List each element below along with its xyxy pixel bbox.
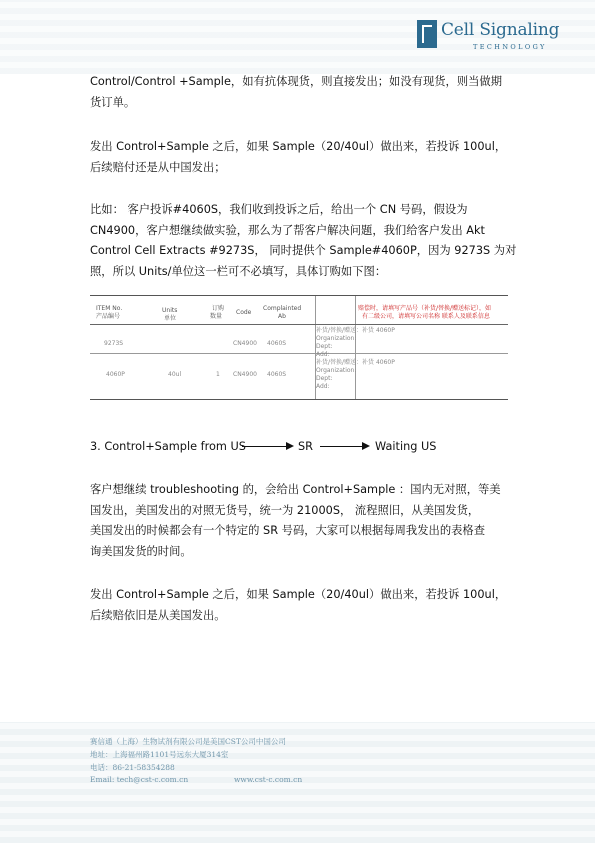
row2-ab: 4060S [267, 371, 287, 378]
paragraph-2-line: 发出 Control+Sample 之后，如果 Sample（20/40ul）做出来，若投诉 100ul， [90, 140, 507, 153]
red-note-line: 赔偿时，请填写产品号（补货/替换/赠送标记），如 [358, 305, 492, 312]
header-qty: 订购 [212, 305, 225, 312]
footer-email: Email: tech@cst-c.com.cn [90, 775, 189, 784]
paragraph-4-line: 美国发出的时候都会有一个特定的 SR 号码，大家可以根据每周我发出的表格查 [90, 524, 486, 537]
paragraph-3-line: 照，所以 Units/单位这一栏可不必填写，具体订购如下图： [90, 264, 387, 278]
logo-mark-icon [417, 20, 437, 48]
table-header-rule [90, 324, 508, 325]
red-note-line: 有二级公司，请填写公司名称 联系人及联系信息 [362, 313, 490, 320]
row2-qty: 1 [216, 371, 220, 378]
row2-detail: Dept: [316, 375, 333, 382]
row2-item: 4060P [106, 371, 125, 378]
arrow-right-icon [242, 446, 292, 447]
row2-code: CN4900 [233, 371, 257, 378]
paragraph-1 [90, 72, 510, 113]
table-divider [355, 296, 356, 399]
flow-step-1: 3. Control+Sample from US [90, 440, 246, 453]
paragraph-4-line: 询美国发货的时间。 [90, 544, 192, 558]
header-qty-cn: 数量 [210, 313, 223, 320]
row1-detail: 补货/替换/赠送：补货 4060P [316, 327, 395, 334]
logo-name: Cell Signaling [441, 20, 560, 40]
header-item-no-cn: 产品编号 [96, 313, 121, 320]
header-complainted: Complainted [263, 305, 302, 312]
row1-detail: Add: [316, 351, 330, 358]
paragraph-3 [90, 200, 517, 282]
paragraph-4-line: 客户想继续 troubleshooting 的，会给出 Control+Sample ：国内无对照，等美 [90, 483, 501, 496]
flow-step-3: Waiting US [375, 440, 437, 453]
row1-ab: 4060S [267, 340, 287, 347]
paragraph-1-line: 货订单。 [90, 95, 136, 109]
row2-units: 40ul [168, 371, 182, 378]
footer-address: 地址：上海福州路1101号远东大厦314室 [90, 750, 229, 759]
row1-item: 9273S [104, 340, 124, 347]
company-logo [417, 18, 577, 58]
table-row-rule [90, 353, 508, 354]
header-ab: Ab [278, 313, 286, 320]
logo-subtitle: TECHNOLOGY [473, 43, 547, 51]
row2-detail: Add: [316, 383, 330, 390]
paragraph-4 [90, 480, 510, 562]
paragraph-2-line: 后续赔付还是从中国发出； [90, 160, 226, 174]
flow-step-2: SR [298, 440, 314, 453]
header-units-cn: 单位 [164, 315, 177, 322]
header-band [0, 0, 595, 74]
row2-detail: Organization: [316, 367, 357, 374]
footer-phone: 电话：86-21-58354288 [90, 763, 175, 772]
arrow-right-icon [320, 446, 368, 447]
header-code: Code [236, 309, 252, 316]
paragraph-3-line: 比如： 客户投诉#4060S，我们收到投诉之后，给出一个 CN 号码，假设为 [90, 203, 468, 216]
row2-detail: 补货/替换/赠送：补货 4060P [316, 359, 395, 366]
paragraph-3-line: CN4900，客户想继续做实验，那么为了帮客户解决问题，我们给客户发出 Akt [90, 223, 485, 237]
header-units: Units [162, 307, 178, 314]
paragraph-5 [90, 585, 510, 626]
row1-detail: Organization: [316, 335, 357, 342]
order-form-image [90, 295, 508, 400]
paragraph-2 [90, 137, 510, 178]
row1-code: CN4900 [233, 340, 257, 347]
paragraph-1-line: Control/Control +Sample，如有抗体现货，则直接发出；如没有现货，则当做期 [90, 75, 503, 88]
footer-company: 赛信通（上海）生物试剂有限公司是美国CST公司中国公司 [90, 737, 286, 746]
header-item-no: ITEM No. [96, 305, 123, 312]
footer-website: www.cst-c.com.cn [234, 775, 303, 784]
paragraph-5-line: 后续赔依旧是从美国发出。 [90, 608, 226, 622]
row1-detail: Dept: [316, 343, 333, 350]
paragraph-3-line: Control Cell Extracts #9273S， 同时提供个 Sample#4060P，因为 9273S 为对 [90, 244, 517, 257]
paragraph-5-line: 发出 Control+Sample 之后，如果 Sample（20/40ul）做出来，若投诉 100ul， [90, 588, 507, 601]
paragraph-4-line: 国发出，美国发出的对照无货号，统一为 21000S， 流程照旧，从美国发货， [90, 503, 480, 517]
